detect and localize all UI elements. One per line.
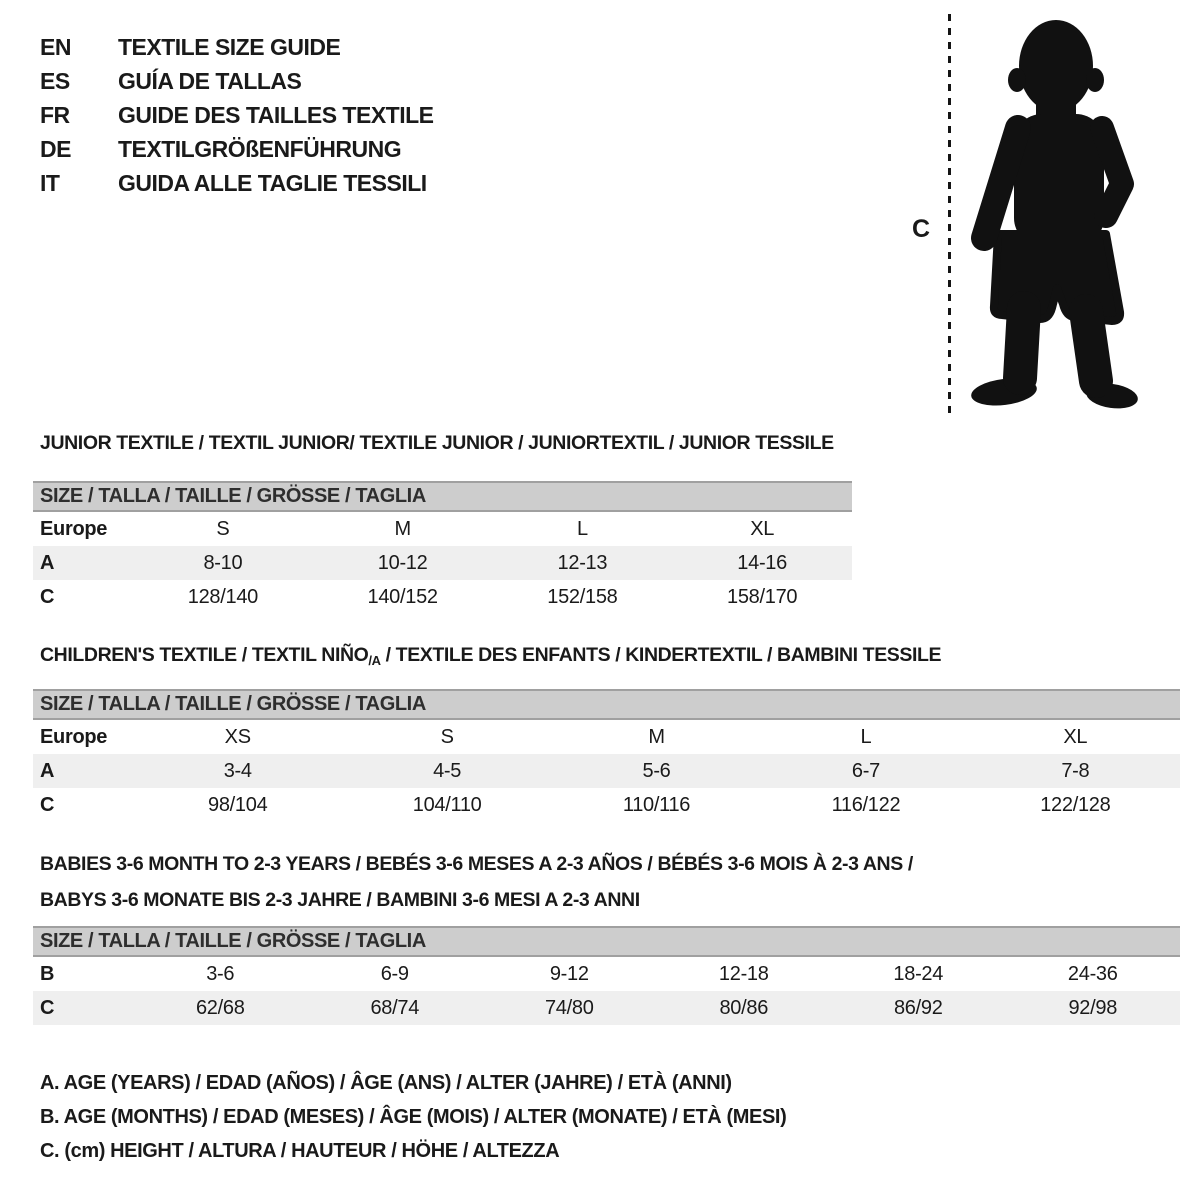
junior-size-table [33,481,852,614]
size-cell: S [440,725,454,748]
size-cell: M [648,725,665,748]
size-cell: 74/80 [544,996,594,1019]
junior-section-title: JUNIOR TEXTILE / TEXTIL JUNIOR/ TEXTILE JUNIOR / JUNIORTEXTIL / JUNIOR TESSILE [40,432,834,454]
size-cell: 12-13 [557,551,608,574]
babies-size-table [33,926,1180,1025]
language-row [40,98,434,132]
size-cell: 128/140 [187,585,258,608]
size-header-bar: SIZE / TALLA / TAILLE / GRÖSSE / TAGLIA [33,689,1180,720]
children-title-sub: /A [368,653,381,668]
babies-title-line2: BABYS 3-6 MONATE BIS 2-3 JAHRE / BAMBINI 3-6 MESI A 2-3 ANNI [40,889,640,911]
size-cell: L [860,725,872,748]
size-cell: 18-24 [893,962,944,985]
language-code: FR [40,101,70,128]
language-code: IT [40,169,60,196]
size-cell: 7-8 [1061,759,1090,782]
table-row [33,991,1180,1025]
height-measure-label: C [912,215,931,243]
babies-section-title [40,846,913,918]
size-cell: 9-12 [549,962,589,985]
row-label: Europe [40,725,108,748]
size-cell: M [394,517,411,540]
measurement-legend [40,1066,786,1168]
size-cell: 68/74 [370,996,420,1019]
guide-title: TEXTILE SIZE GUIDE [118,33,341,60]
row-label: C [40,585,55,608]
table-row [33,720,1180,754]
size-cell: 152/158 [547,585,618,608]
size-cell: 98/104 [208,793,268,816]
size-cell: 4-5 [433,759,462,782]
size-cell: 86/92 [893,996,943,1019]
size-cell: S [216,517,230,540]
language-row [40,64,434,98]
size-header-bar: SIZE / TALLA / TAILLE / GRÖSSE / TAGLIA [33,926,1180,957]
size-cell: 158/170 [727,585,798,608]
table-row [33,754,1180,788]
row-label: C [40,996,55,1019]
size-cell: 24-36 [1067,962,1118,985]
legend-line-c: C. (cm) HEIGHT / ALTURA / HAUTEUR / HÖHE / ALTEZZA [40,1139,560,1162]
size-cell: 6-7 [851,759,880,782]
size-cell: XL [750,517,775,540]
language-code: ES [40,67,70,94]
children-title-post: / TEXTILE DES ENFANTS / KINDERTEXTIL / BAMBINI TESSILE [380,644,942,666]
children-size-table [33,689,1180,822]
size-cell: 10-12 [377,551,428,574]
language-code: EN [40,33,71,60]
table-row [33,957,1180,991]
row-label: C [40,793,55,816]
guide-title: GUIDA ALLE TAGLIE TESSILI [118,169,427,196]
table-row [33,580,852,614]
guide-title: TEXTILGRÖßENFÜHRUNG [118,135,402,162]
legend-line-b: B. AGE (MONTHS) / EDAD (MESES) / ÂGE (MOIS) / ALTER (MONATE) / ETÀ (MESI) [40,1105,787,1128]
size-cell: 122/128 [1040,793,1111,816]
size-cell: 80/86 [719,996,769,1019]
row-label: B [40,962,55,985]
size-cell: 62/68 [195,996,245,1019]
size-header-bar: SIZE / TALLA / TAILLE / GRÖSSE / TAGLIA [33,481,852,512]
size-cell: 140/152 [367,585,438,608]
height-measure-dashed-line [948,14,951,416]
size-cell: 116/122 [831,793,901,816]
row-label: A [40,551,55,574]
children-title-pre: CHILDREN'S TEXTILE / TEXTIL NIÑO [40,644,369,666]
size-cell: 92/98 [1068,996,1118,1019]
size-cell: 5-6 [642,759,671,782]
size-cell: L [576,517,588,540]
size-cell: 3-4 [223,759,252,782]
babies-title-line1: BABIES 3-6 MONTH TO 2-3 YEARS / BEBÉS 3-6 MESES A 2-3 AÑOS / BÉBÉS 3-6 MOIS À 2-3 ANS / [40,853,913,875]
size-cell: XL [1063,725,1088,748]
size-cell: 3-6 [206,962,235,985]
language-row [40,30,434,64]
language-code: DE [40,135,71,162]
children-section-title [40,644,941,668]
toddler-silhouette [966,16,1143,414]
size-cell: 6-9 [380,962,409,985]
row-label: A [40,759,55,782]
size-cell: 104/110 [412,793,482,816]
table-row [33,788,1180,822]
size-cell: 12-18 [718,962,769,985]
language-title-list [40,30,434,200]
row-label: Europe [40,517,108,540]
table-row [33,512,852,546]
guide-title: GUIDE DES TAILLES TEXTILE [118,101,434,128]
table-row [33,546,852,580]
size-cell: 110/116 [622,793,691,816]
size-cell: XS [224,725,251,748]
language-row [40,166,434,200]
size-cell: 14-16 [737,551,787,574]
size-cell: 8-10 [203,551,243,574]
language-row [40,132,434,166]
guide-title: GUÍA DE TALLAS [118,67,302,94]
legend-line-a: A. AGE (YEARS) / EDAD (AÑOS) / ÂGE (ANS) / ALTER (JAHRE) / ETÀ (ANNI) [40,1071,732,1094]
